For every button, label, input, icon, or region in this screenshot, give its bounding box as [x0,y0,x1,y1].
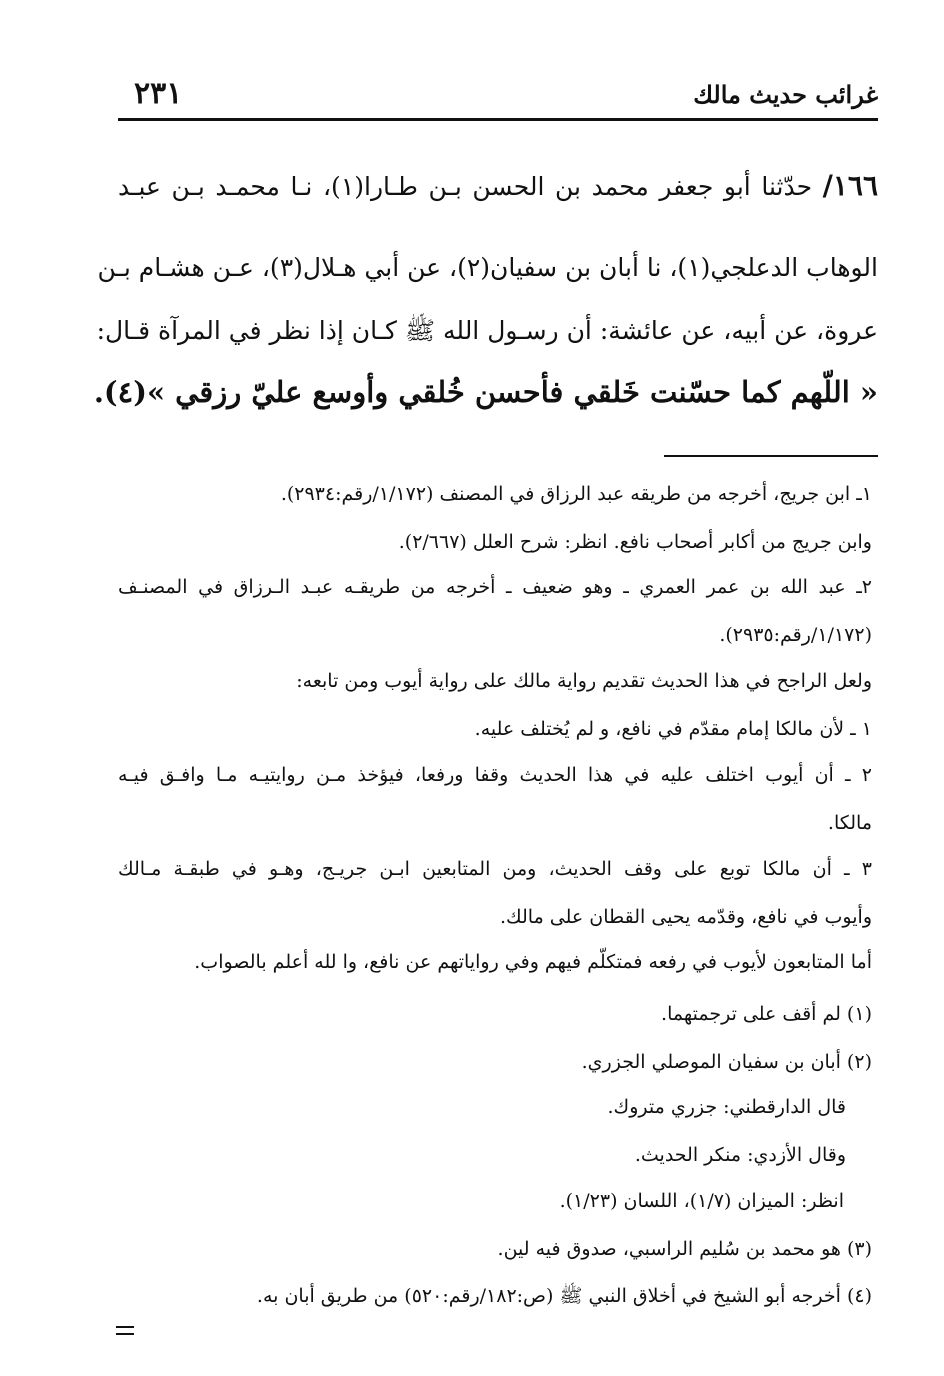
footnote-line: (١/١٧٢/رقم:٢٩٣٥). [719,624,872,646]
hadith-line: الوهاب الدعلجي(١)، نا أبان بن سفيان(٢)، عن أبي هـلال(٣)، عـن هشـام بـن [97,253,878,282]
header-title: غرائب حديث مالك [693,80,878,109]
footnote-line: ١ـ ابن جريج، أخرجه من طريقه عبد الرزاق في المصنف (١/١٧٢/رقم:٢٩٣٤). [280,483,872,505]
footnote-line: وقال الأزدي: منكر الحديث. [634,1144,846,1166]
bottom-mark [116,1326,134,1340]
footnote-line: ١ ـ لأن مالكا إمام مقدّم في نافع، و لم يُختلف عليه. [474,718,872,740]
footnote-line: ولعل الراجح في هذا الحديث تقديم رواية مالك على رواية أيوب ومن تابعه: [296,670,872,692]
running-header [118,74,878,121]
footnote-line: ٢ ـ أن أيوب اختلف عليه في هذا الحديث وقفا ورفعا، فيؤخذ مـن روايتيـه مـا وافـق فيـه [118,764,872,786]
footnote-divider [664,455,878,457]
footnote-line: ٢ـ عبد الله بن عمر العمري ـ وهو ضعيف ـ أخرجه من طريقـه عبـد الـرزاق في المصنـف [118,576,872,598]
footnote-line: ٣ ـ أن مالكا توبع على وقف الحديث، ومن المتابعين ابـن جريـج، وهـو في طبقـة مـالك [118,858,872,880]
footnote-line: انظر: الميزان (١/٧)، اللسان (١/٢٣). [559,1190,844,1212]
footnote-line: وأيوب في نافع، وقدّمه يحيى القطان على مالك. [499,906,872,928]
footnote-line: (٣) هو محمد بن سُليم الراسبي، صدوق فيه لين. [497,1238,872,1260]
hadith-prophetic-saying: « اللّهم كما حسّنت خَلقي فأحسن خُلقي وأوسع عليّ رزقي »(٤). [93,375,878,409]
hadith-line-text: حدّثنا أبو جعفر محمد بن الحسن بـن طـارا(١)، نـا محمـد بـن عبـد [118,172,813,201]
footnote-line: أما المتابعون لأيوب في رفعه فمتكلّم فيهم وفي رواياتهم عن نافع، وا لله أعلم بالصواب. [194,951,872,973]
footnote-line: وابن جريج من أكابر أصحاب نافع. انظر: شرح العلل (٢/٦٦٧). [398,531,872,553]
footnote-line: (٤) أخرجه أبو الشيخ في أخلاق النبي ﷺ (ص:١٨٢/رقم:٥٢٠) من طريق أبان به. [256,1285,872,1307]
hadith-line [118,169,878,202]
footnote-line: (٢) أبان بن سفيان الموصلي الجزري. [581,1051,872,1073]
hadith-number: ١٦٦/ [822,169,878,202]
footnote-line: (١) لم أقف على ترجمتهما. [661,1003,872,1025]
hadith-line: عروة، عن أبيه، عن عائشة: أن رسـول الله ﷺ كـان إذا نظر في المرآة قـال: [96,316,878,345]
page-number: ٢٣١ [134,76,183,111]
footnote-line: مالكا. [827,812,872,834]
footnote-line: قال الدارقطني: جزري متروك. [607,1096,846,1118]
